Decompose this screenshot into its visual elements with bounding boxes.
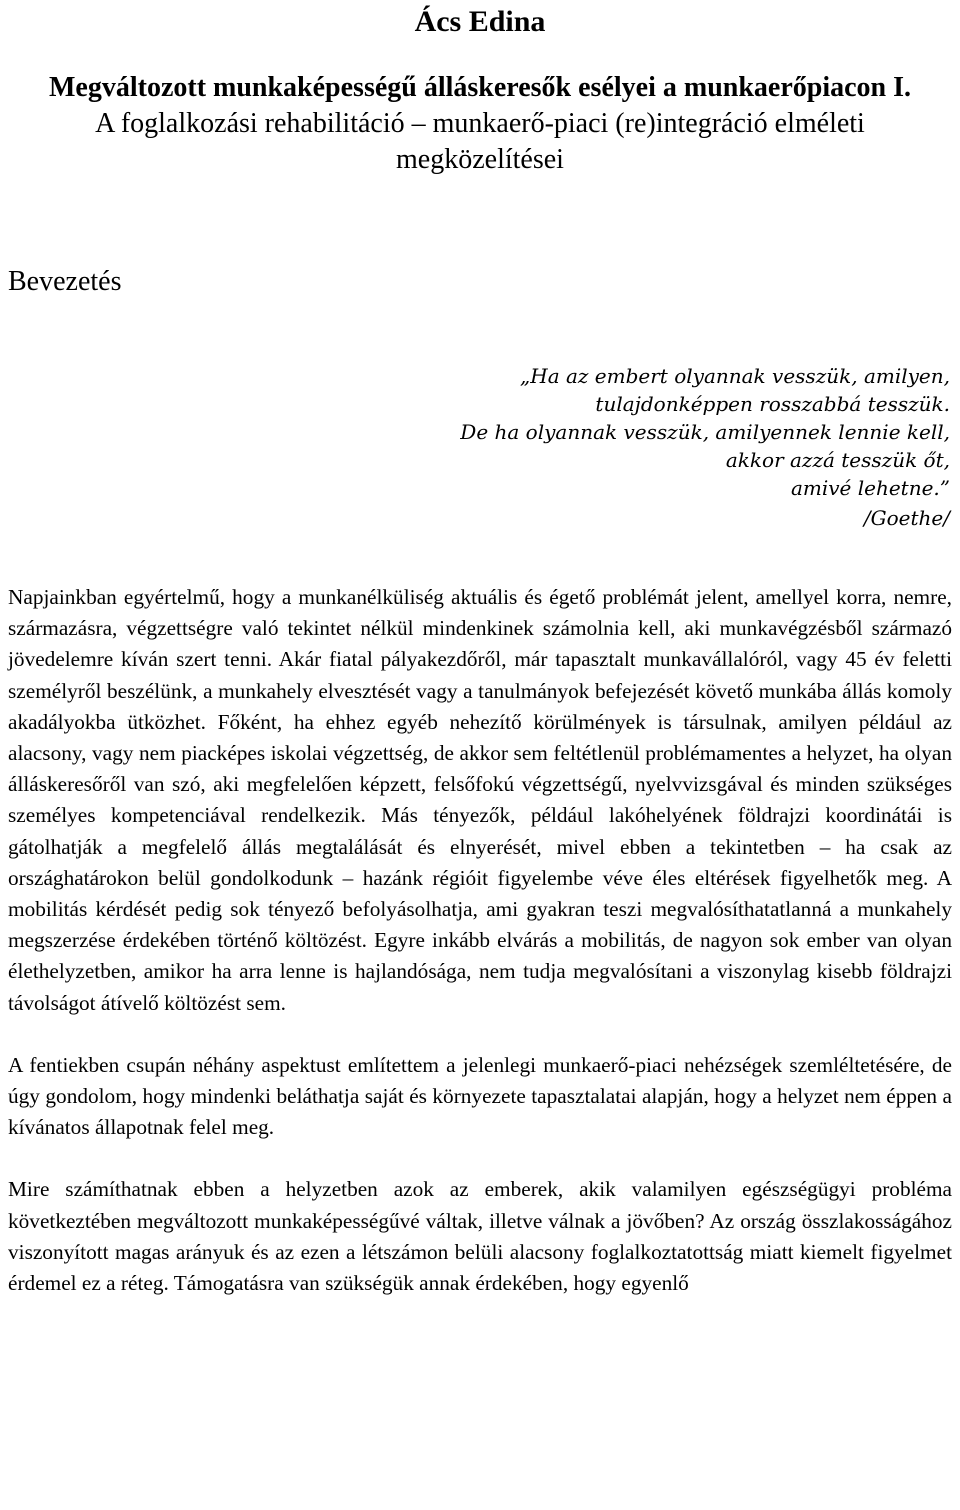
- document-page: [8, 0, 952, 1299]
- motto-attribution: /Goethe/: [863, 506, 950, 530]
- body-paragraph-2: A fentiekben csupán néhány aspektust említettem a jelenlegi munkaerő-piaci nehézségek szemléltetésére, de úgy gondolom, hogy mindenki beláthatja saját és környezete tapasztalatai alapján, hogy a helyzet nem éppen a kívánatos állapotnak felel meg.: [8, 1052, 952, 1140]
- title-line-1: Megváltozott munkaképességű álláskeresők esélyei a munkaerőpiacon I.: [48, 72, 912, 103]
- motto-line-5: amivé lehetne.”: [790, 476, 950, 500]
- motto-line-4: akkor azzá tesszük őt,: [725, 448, 950, 472]
- motto-quote: [8, 362, 952, 532]
- motto-line-2: tulajdonképpen rosszabbá tesszük.: [595, 392, 950, 416]
- title-line-2: A foglalkozási rehabilitáció – munkaerő-piaci (re)integráció elméleti: [95, 108, 865, 139]
- body-paragraph-1: Napjainkban egyértelmű, hogy a munkanélküliség aktuális és égető problémát jelent, amellyel korra, nemre, származásra, végzettségre való tekintet nélkül mindenkinek számolnia kell, aki munkavégzésből származó jövedelemre kíván szert tenni. Akár fiatal pályakezdőről, már tapasztalt munkavállalóról, vagy 45 év feletti személyről beszélünk, a munkahely elvesztését vagy a tanulmányok befejezését követő munkába állás komoly akadályokba ütközhet. Főként, ha ehhez egyéb nehezítő körülmények is társulnak, amilyen például az alacsony, vagy nem piacképes iskolai végzettség, de akkor sem feltétlenül problémamentes a helyzet, ha olyan álláskeresőről van szó, aki megfelelően képzett, felsőfokú végzettségű, nyelvvizsgával és minden szükséges személyes kompetenciával rendelkezik. Más tényezők, például lakóhelyének földrajzi koordinátái is gátolhatják a megfelelő állás megtalálását és elnyerését, mivel ebben a tekintetben – ha csak az országhatárokon belül gondolkodunk – hazánk régióit figyelembe véve éles eltérések figyelhetők meg. A mobilitás kérdését pedig sok tényező befolyásolhatja, ami gyakran teszi megvalósíthatatlanná a munkahely megszerzése érdekében történő költözést. Egyre inkább elvárás a mobilitás, de nagyon sok ember van olyan élethelyzetben, amikor ha arra lenne is hajlandósága, nem tudja megvalósítani a viszonylag kisebb földrajzi távolságot átívelő költözést sem.: [8, 585, 952, 1015]
- section-heading: Bevezetés: [8, 266, 122, 297]
- document-title: [8, 70, 952, 178]
- title-line-3: megközelítései: [396, 144, 564, 175]
- body-paragraph-3: Mire számíthatnak ebben a helyzetben azok az emberek, akik valamilyen egészségügyi probléma következtében megváltozott munkaképességűvé váltak, illetve válnak a jövőben? Az ország összlakosságához viszonyított magas arányuk és az ezen a létszámon belüli alacsony foglalkoztatottság miatt kiemelt figyelmet érdemel ez a réteg. Támogatásra van szükségük annak érdekében, hogy egyenlő: [8, 1177, 952, 1296]
- author-name: Ács Edina: [414, 5, 546, 38]
- motto-line-3: De ha olyannak vesszük, amilyennek lennie kell,: [460, 420, 950, 444]
- motto-line-1: „Ha az embert olyannak vesszük, amilyen,: [519, 364, 950, 388]
